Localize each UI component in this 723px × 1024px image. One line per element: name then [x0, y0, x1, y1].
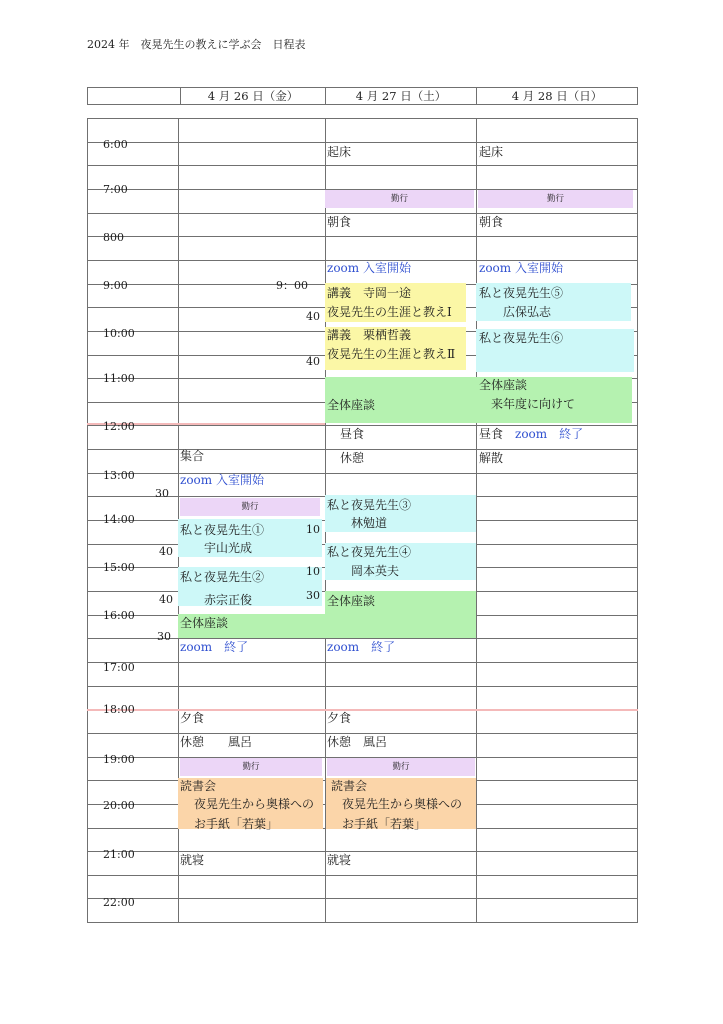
sat-rest-bath: 休憩 風呂 [327, 735, 388, 749]
fri-rest-bath: 休憩 風呂 [180, 735, 253, 749]
date-header-row [87, 87, 638, 105]
sun-wake: 起床 [479, 145, 504, 159]
sat-talk4-title: 私と夜晃先生④ [327, 545, 412, 559]
sun-discussion-title: 全体座談 [479, 378, 528, 392]
time-label: 16:00 [103, 609, 135, 622]
time-label: 12:00 [103, 420, 135, 433]
evening-marker-line [87, 709, 638, 711]
grid-row-line [87, 236, 638, 237]
sun-breakfast: 朝食 [479, 215, 504, 229]
sat-lecture1-title: 講義 寺岡一途 [327, 286, 412, 300]
grid-row-line [87, 449, 638, 450]
time-label: 9:00 [103, 279, 128, 292]
fri-time-mark: 40 [306, 310, 320, 323]
time-label: 17:00 [103, 661, 135, 674]
gongyo-label: 勤行 [241, 502, 259, 512]
fri-zoom-open: zoom 入室開始 [180, 473, 264, 487]
grid-row-line [87, 425, 638, 426]
minute-mark: 40 [159, 545, 173, 558]
sat-talk3-title: 私と夜晃先生③ [327, 498, 412, 512]
time-label: 18:00 [103, 703, 135, 716]
fri-reading-line1: 夜晃先生から奥様への [194, 797, 315, 811]
date-header-fri: 4 月 26 日（金） [180, 88, 325, 104]
gongyo-label: 勤行 [242, 762, 260, 772]
sat-talk3-speaker: 林勉道 [351, 516, 388, 530]
fri-talk1-speaker: 宇山光成 [204, 541, 253, 555]
time-label: 7:00 [103, 183, 128, 196]
sun-talk6-title: 私と夜晃先生⑥ [479, 331, 564, 345]
date-header-sun: 4 月 28 日（日） [476, 88, 637, 104]
minute-mark: 40 [159, 593, 173, 606]
minute-mark: 30 [157, 630, 171, 643]
fri-dinner: 夕食 [180, 711, 205, 725]
fri-discussion: 全体座談 [180, 616, 229, 630]
time-label: 11:00 [103, 372, 135, 385]
sat-reading-line1: 夜晃先生から奥様への [342, 797, 463, 811]
grid-row-line [87, 213, 638, 214]
grid-row-line [87, 662, 638, 663]
time-label: 14:00 [103, 513, 135, 526]
sat-lecture2-subtitle: 夜晃先生の生涯と教えⅡ [327, 347, 456, 361]
fri-reading-title: 読書会 [180, 779, 217, 793]
gongyo-block-sat-morning [325, 190, 474, 208]
fri-time-mark: 40 [306, 355, 320, 368]
time-label: 10:00 [103, 327, 135, 340]
grid-row-line [87, 686, 638, 687]
sat-lecture1-subtitle: 夜晃先生の生涯と教えⅠ [327, 305, 452, 319]
gongyo-label: 勤行 [546, 194, 564, 204]
time-label: 13:00 [103, 469, 135, 482]
fri-talk1-title: 私と夜晃先生① [180, 523, 265, 537]
sat-rest: 休憩 [340, 451, 365, 465]
grid-row-line [87, 142, 638, 143]
fri-time-mark: 10 [306, 565, 320, 578]
date-header-sat: 4 月 27 日（土） [325, 88, 476, 104]
gongyo-block-sat-evening [327, 758, 475, 776]
sat-discussion-pm: 全体座談 [327, 594, 376, 608]
time-label: 6:00 [103, 138, 128, 151]
minute-mark: 30 [155, 487, 169, 500]
sat-zoom-close: zoom 終了 [327, 640, 396, 654]
gongyo-block-fri-evening [180, 758, 322, 776]
document-title: 2024 年 夜晃先生の教えに学ぶ会 日程表 [87, 38, 306, 51]
gongyo-label: 勤行 [390, 194, 408, 204]
fri-talk2-title: 私と夜晃先生② [180, 570, 265, 584]
grid-row-line [87, 851, 638, 852]
time-label: 15:00 [103, 561, 135, 574]
grid-row-line [87, 165, 638, 166]
sat-zoom-open: zoom 入室開始 [327, 261, 411, 275]
fri-sleep: 就寝 [180, 853, 205, 867]
sat-talk4-speaker: 岡本英夫 [351, 564, 400, 578]
sun-zoom-close: zoom 終了 [515, 427, 584, 441]
gongyo-label: 勤行 [392, 762, 410, 772]
sat-wake: 起床 [327, 145, 352, 159]
gongyo-block-fri-afternoon [180, 498, 320, 516]
time-label: 22:00 [103, 896, 135, 909]
sat-breakfast: 朝食 [327, 215, 352, 229]
sun-lunch: 昼食 [479, 427, 504, 441]
sun-dismiss: 解散 [479, 451, 504, 465]
sun-talk5-speaker: 広保弘志 [503, 305, 552, 319]
fri-time-mark: 30 [306, 589, 320, 602]
sat-lunch: 昼食 [340, 427, 365, 441]
sat-lecture2-title: 講義 栗栖哲義 [327, 328, 412, 342]
fri-talk2-speaker: 赤宗正俊 [204, 593, 253, 607]
fri-time-mark: 10 [306, 523, 320, 536]
sat-reading-title: 読書会 [331, 779, 368, 793]
time-label: 19:00 [103, 753, 135, 766]
grid-row-line [87, 733, 638, 734]
fri-gather: 集合 [180, 449, 205, 463]
sun-talk5-title: 私と夜晃先生⑤ [479, 286, 564, 300]
sat-dinner: 夕食 [327, 711, 352, 725]
time-label: 800 [103, 231, 124, 244]
gongyo-block-sun-morning [478, 190, 633, 208]
fri-time-mark: 9：00 [276, 279, 308, 292]
grid-row-line [87, 875, 638, 876]
fri-zoom-close: zoom 終了 [180, 640, 249, 654]
fri-reading-line2: お手紙「若葉」 [194, 817, 279, 831]
sun-discussion-topic: 来年度に向けて [491, 397, 576, 411]
sat-reading-line2: お手紙「若葉」 [342, 817, 427, 831]
sat-sleep: 就寝 [327, 853, 352, 867]
grid-row-line [87, 898, 638, 899]
time-label: 21:00 [103, 848, 135, 861]
grid-row-line [87, 473, 638, 474]
time-label: 20:00 [103, 799, 135, 812]
sun-zoom-open: zoom 入室開始 [479, 261, 563, 275]
sat-discussion-am: 全体座談 [327, 398, 376, 412]
